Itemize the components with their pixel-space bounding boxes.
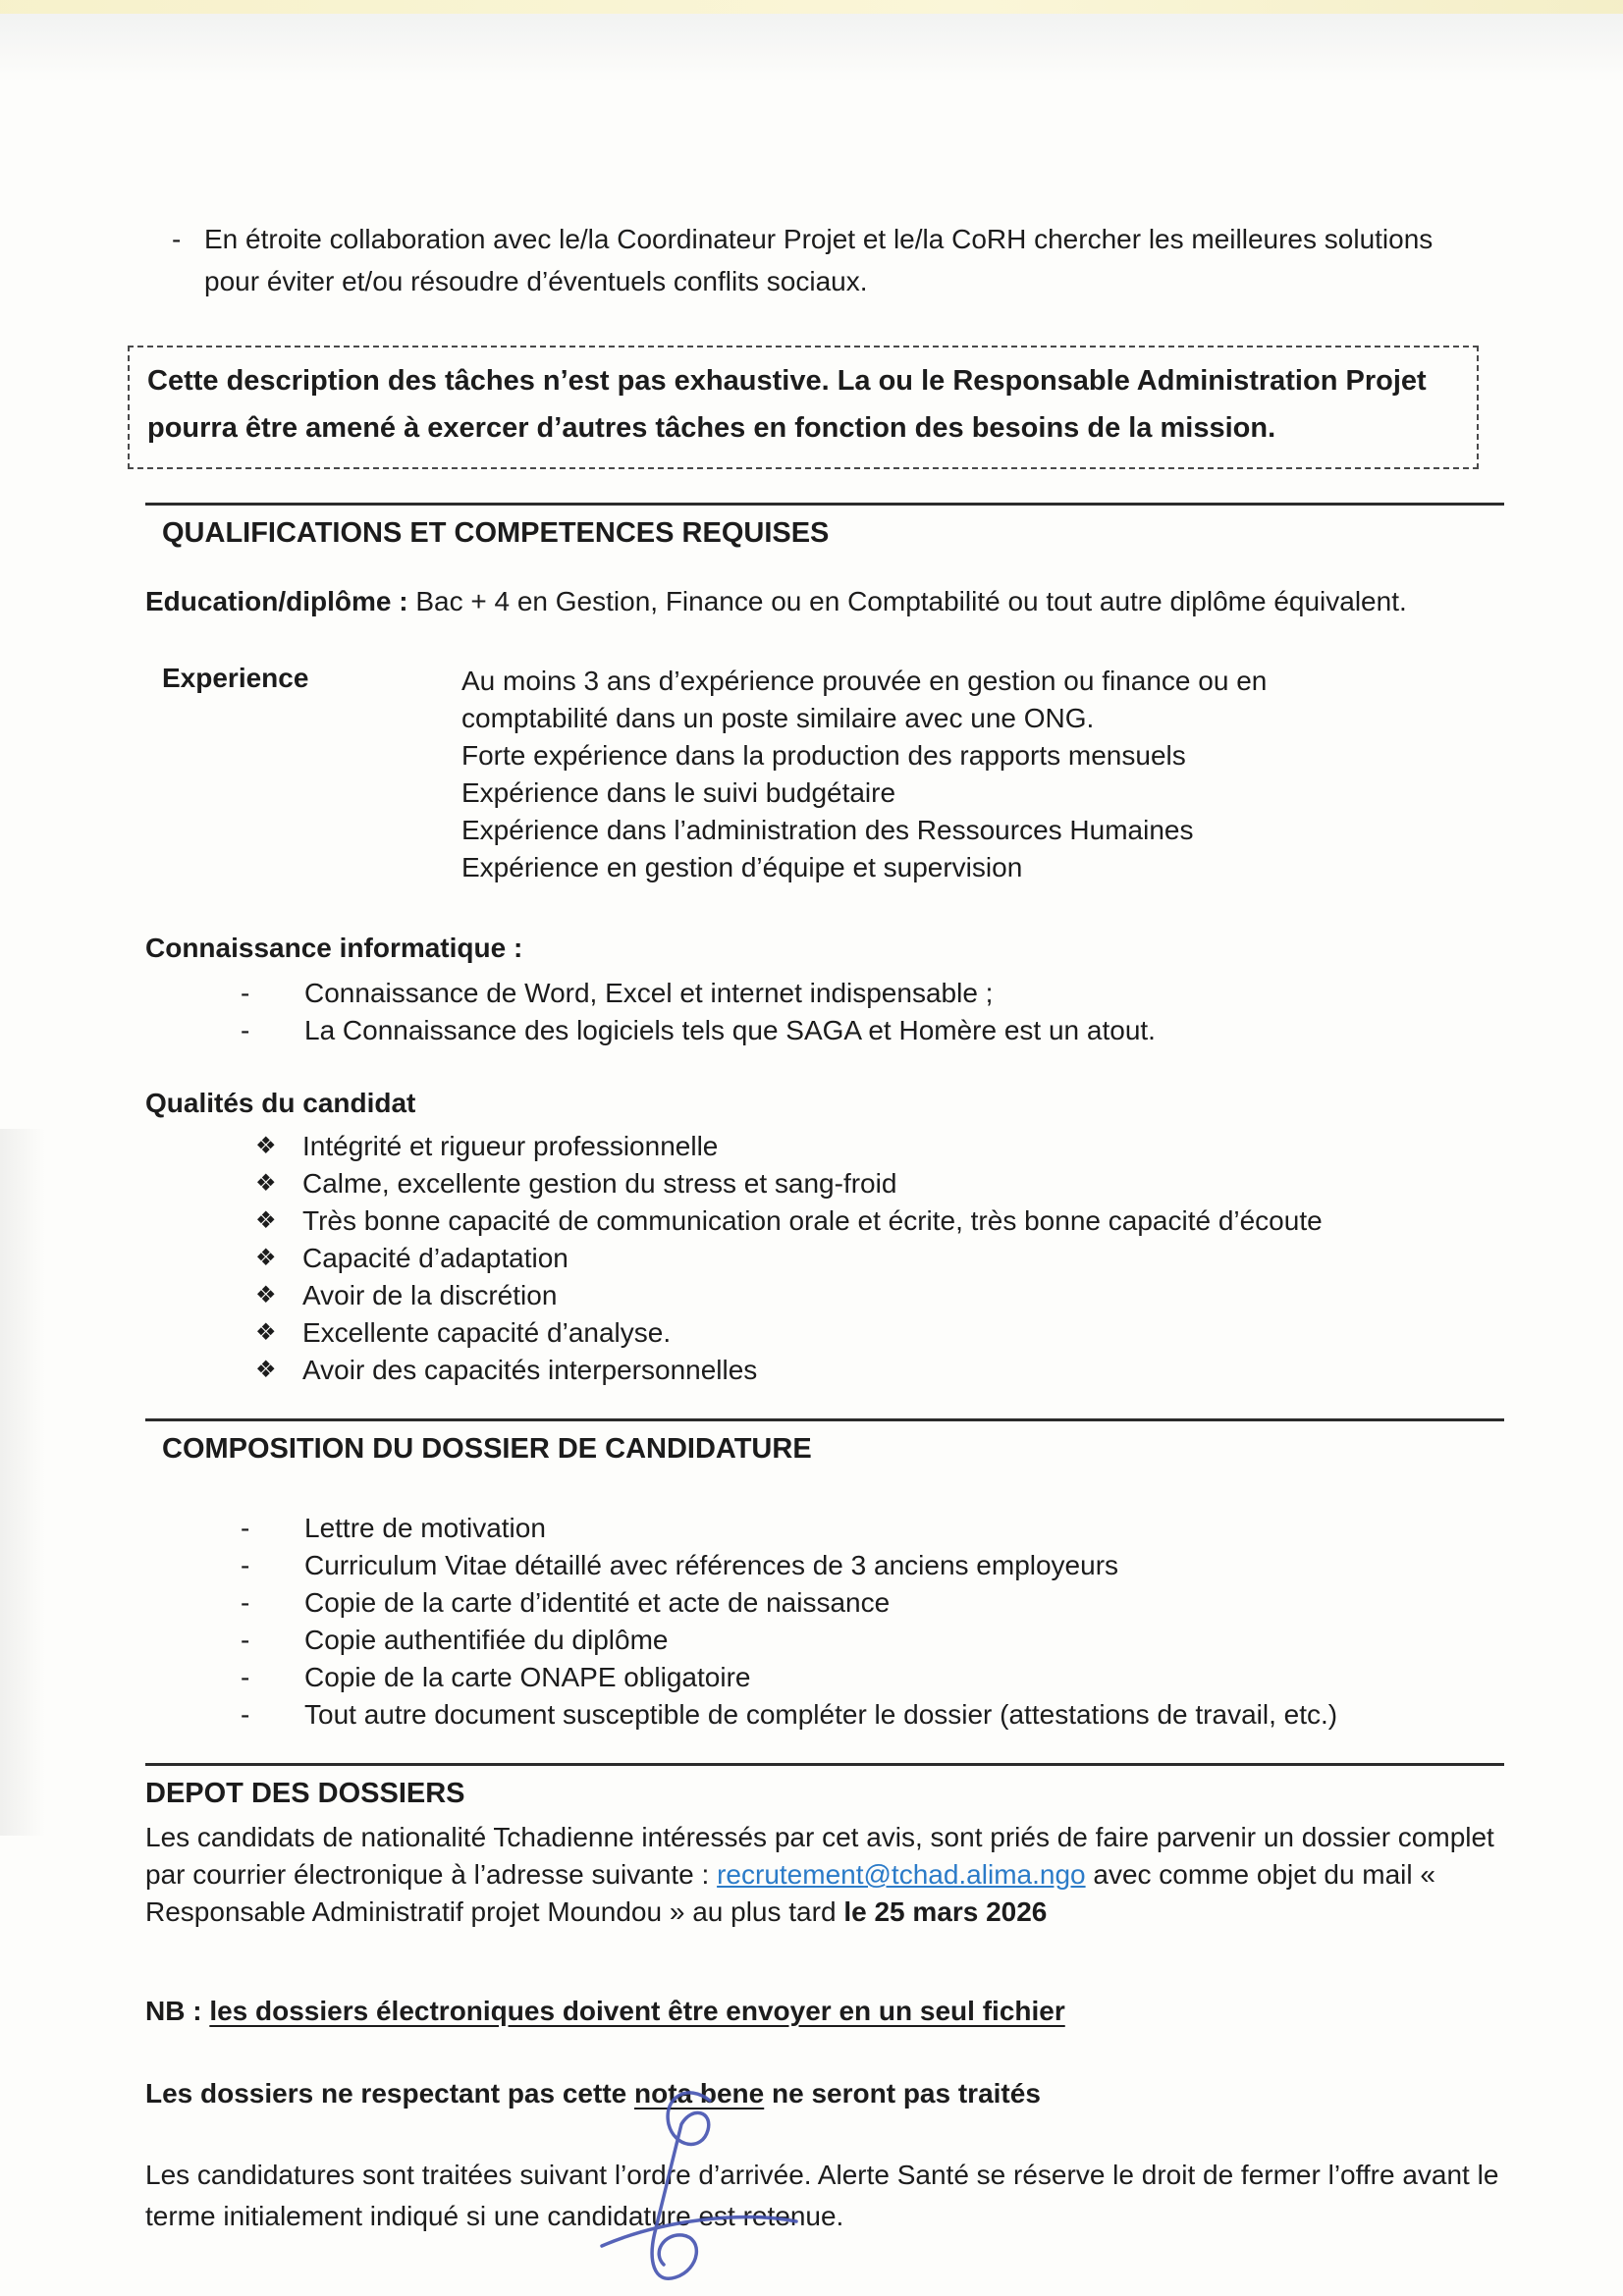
diamond-bullet-icon: ❖ — [255, 1170, 277, 1197]
warning-underlined: nota bene — [634, 2078, 765, 2109]
diamond-bullet-icon: ❖ — [255, 1133, 277, 1159]
section-divider — [145, 1763, 1504, 1766]
list-item-text: Capacité d’adaptation — [302, 1243, 568, 1273]
list-item — [145, 1510, 1504, 1547]
deadline-text: le 25 mars 2026 — [843, 1896, 1048, 1927]
diamond-bullet-icon: ❖ — [255, 1319, 277, 1346]
list-item-text: Curriculum Vitae détaillé avec références de 3 anciens employeurs — [304, 1550, 1119, 1580]
warning-after: ne seront pas traités — [764, 2078, 1041, 2109]
informatique-list — [145, 975, 1504, 1049]
list-item-text: Copie de la carte d’identité et acte de naissance — [304, 1587, 891, 1618]
list-item — [145, 1622, 1504, 1659]
dash-bullet-icon: - — [241, 1550, 250, 1580]
list-item-text: Très bonne capacité de communication orale et écrite, très bonne capacité d’écoute — [302, 1205, 1323, 1236]
document-content — [145, 0, 1504, 2265]
signature-scribble — [545, 2081, 820, 2296]
list-item — [145, 1659, 1504, 1696]
list-item — [145, 1202, 1504, 1240]
dash-bullet-icon: - — [241, 1513, 250, 1543]
experience-lines — [461, 663, 1404, 886]
diamond-bullet-icon: ❖ — [255, 1245, 277, 1271]
list-item — [145, 1352, 1504, 1389]
email-link[interactable]: recrutement@tchad.alima.ngo — [717, 1859, 1086, 1890]
education-text: Bac + 4 en Gestion, Finance ou en Comptabilité ou tout autre diplôme équivalent. — [407, 586, 1407, 616]
experience-line: Forte expérience dans la production des rapports mensuels — [461, 740, 1186, 771]
list-item-text: Avoir de la discrétion — [302, 1280, 558, 1310]
diamond-bullet-icon: ❖ — [255, 1207, 277, 1234]
list-item-text: Lettre de motivation — [304, 1513, 546, 1543]
intro-bullet-item — [145, 218, 1504, 302]
section-heading-qualifications: QUALIFICATIONS ET COMPETENCES REQUISES — [162, 517, 830, 549]
list-item — [145, 1547, 1504, 1584]
nb-text: les dossiers électroniques doivent être envoyer en un seul fichier — [209, 1996, 1065, 2026]
experience-line: Au moins 3 ans d’expérience prouvée en gestion ou finance ou en comptabilité dans un poste similaire avec une ONG. — [461, 666, 1268, 733]
dash-bullet-icon: - — [241, 1015, 250, 1045]
list-item — [145, 1584, 1504, 1622]
diamond-bullet-icon: ❖ — [255, 1357, 277, 1383]
depot-text-before: Les candidats de nationalité Tchadienne intéressés par cet avis, sont priés de faire parvenir un dossier complet par courrier électronique à l’adresse suivante : — [145, 1822, 1494, 1890]
list-item — [145, 1012, 1504, 1049]
notice-text: Cette description des tâches n’est pas exhaustive. La ou le Responsable Administration Projet pourra être amené à exercer d’autres tâches en fonction des besoins de la mission. — [147, 365, 1427, 444]
education-line — [145, 582, 1504, 621]
signature-tail — [602, 2217, 796, 2246]
list-item-text: La Connaissance des logiciels tels que SAGA et Homère est un atout. — [304, 1015, 1156, 1045]
experience-label: Experience — [162, 663, 309, 693]
subheading-connaissance-informatique: Connaissance informatique : — [145, 933, 523, 963]
section-heading-depot: DEPOT DES DOSSIERS — [145, 1778, 465, 1809]
closing-paragraph: Les candidatures sont traitées suivant l’ordre d’arrivée. Alerte Santé se réserve le droit de fermer l’offre avant le terme initialement indiqué si une candidature est retenue. — [145, 2160, 1499, 2231]
list-item-text: Copie authentifiée du diplôme — [304, 1625, 669, 1655]
dash-bullet-icon: - — [172, 224, 182, 254]
list-item — [145, 1277, 1504, 1314]
experience-line: Expérience dans l’administration des Ressources Humaines — [461, 815, 1194, 845]
composition-list — [145, 1510, 1504, 1734]
depot-paragraph — [145, 1819, 1504, 1931]
list-item — [145, 1314, 1504, 1352]
section-divider — [145, 503, 1504, 506]
list-item — [145, 1165, 1504, 1202]
list-item — [145, 1696, 1504, 1734]
list-item-text: Connaissance de Word, Excel et internet indispensable ; — [304, 978, 994, 1008]
subheading-qualites-candidat: Qualités du candidat — [145, 1088, 416, 1118]
experience-block — [145, 663, 1504, 886]
list-item-text: Intégrité et rigueur professionnelle — [302, 1131, 719, 1161]
dash-bullet-icon: - — [241, 978, 250, 1008]
list-item — [145, 1128, 1504, 1165]
dash-bullet-icon: - — [241, 1699, 250, 1730]
intro-bullet-text: En étroite collaboration avec le/la Coordinateur Projet et le/la CoRH chercher les meilleures solutions pour éviter et/ou résoudre d’éventuels conflits sociaux. — [204, 224, 1434, 296]
section-divider — [145, 1418, 1504, 1421]
list-item-text: Tout autre document susceptible de compléter le dossier (attestations de travail, etc.) — [304, 1699, 1338, 1730]
warning-before: Les dossiers ne respectant pas cette — [145, 2078, 634, 2109]
notice-box — [128, 346, 1479, 469]
list-item-text: Excellente capacité d’analyse. — [302, 1317, 672, 1348]
experience-line: Expérience en gestion d’équipe et supervision — [461, 852, 1023, 882]
diamond-bullet-icon: ❖ — [255, 1282, 277, 1308]
nb-label: NB : — [145, 1996, 210, 2026]
nb-line — [145, 1992, 1504, 2031]
list-item-text: Avoir des capacités interpersonnelles — [302, 1355, 758, 1385]
list-item — [145, 1240, 1504, 1277]
experience-line: Expérience dans le suivi budgétaire — [461, 777, 896, 808]
depot-text-after: avec comme objet du mail « Responsable Administratif projet Moundou » au plus tard — [145, 1859, 1435, 1927]
warning-line — [145, 2074, 1504, 2113]
education-label: Education/diplôme : — [145, 586, 408, 616]
scan-artifact-left-smudge — [0, 1129, 45, 1836]
qualites-list — [145, 1128, 1504, 1389]
dash-bullet-icon: - — [241, 1587, 250, 1618]
section-heading-composition: COMPOSITION DU DOSSIER DE CANDIDATURE — [162, 1433, 812, 1465]
signature-stroke — [652, 2093, 710, 2278]
dash-bullet-icon: - — [241, 1662, 250, 1692]
list-item — [145, 975, 1504, 1012]
list-item-text: Copie de la carte ONAPE obligatoire — [304, 1662, 751, 1692]
list-item-text: Calme, excellente gestion du stress et sang-froid — [302, 1168, 897, 1199]
dash-bullet-icon: - — [241, 1625, 250, 1655]
